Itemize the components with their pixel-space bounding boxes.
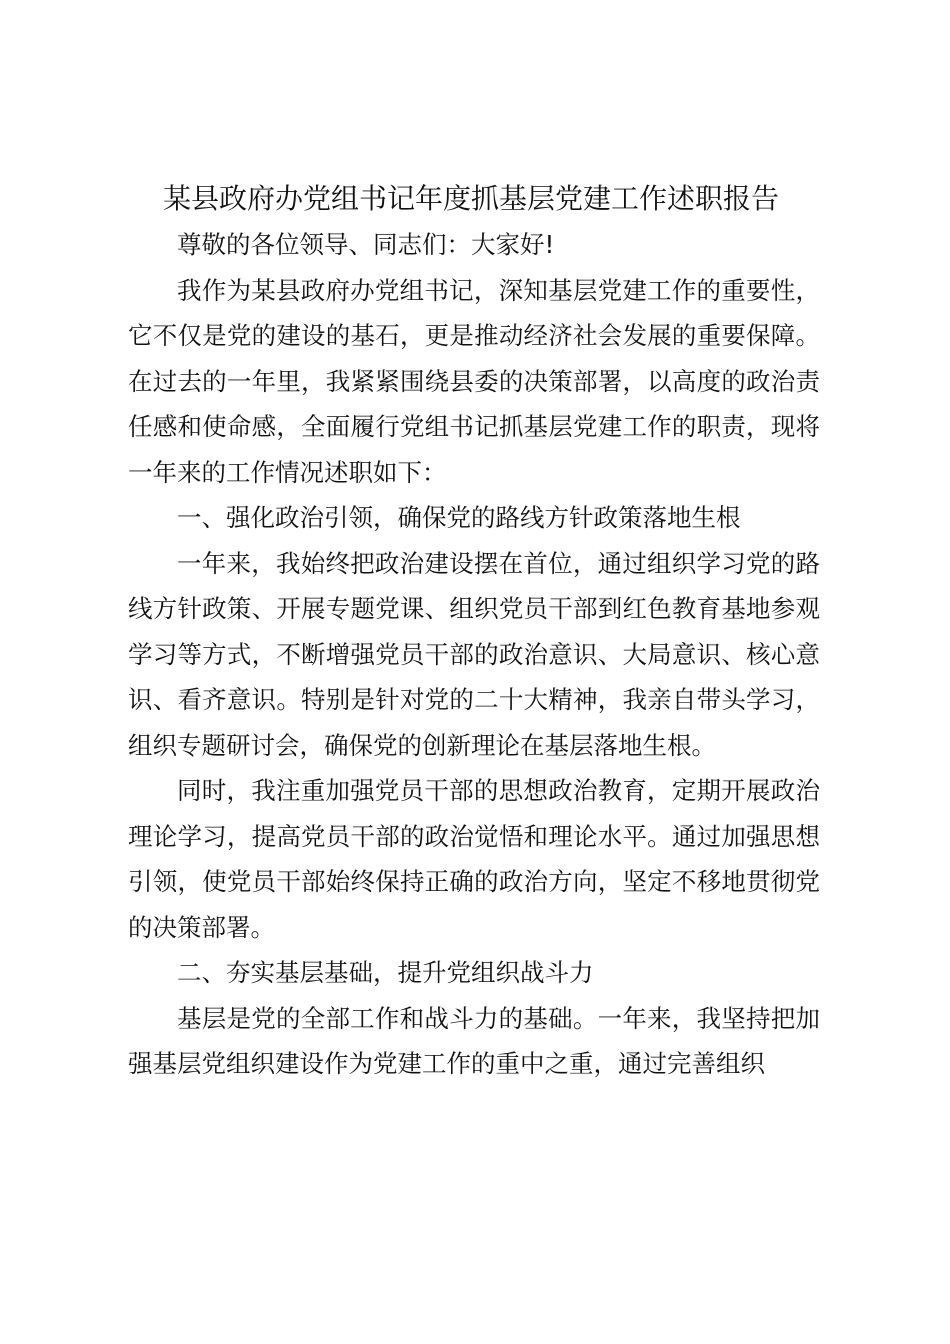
- section-1-paragraph-1: 一年来，我始终把政治建设摆在首位，通过组织学习党的路线方针政策、开展专题党课、组织党员干部到红色教育基地参观学习等方式，不断增强党员干部的政治意识、大局意识、核心意识、看齐意识。特别是针对党的二十大精神，我亲自带头学习，组织专题研讨会，确保党的创新理论在基层落地生根。: [128, 548, 820, 760]
- document-title: 某县政府办党组书记年度抓基层党建工作述职报告: [162, 182, 779, 215]
- section-2-heading: 二、夯实基层基础，提升党组织战斗力: [177, 958, 594, 987]
- section-2-paragraph-1: 基层是党的全部工作和战斗力的基础。一年来，我坚持把加强基层党组织建设作为党建工作的重中之重，通过完善组织: [128, 1003, 820, 1078]
- salutation: 尊敬的各位领导、同志们：大家好!: [177, 230, 555, 259]
- intro-paragraph: 我作为某县政府办党组书记，深知基层党建工作的重要性，它不仅是党的建设的基石，更是推动经济社会发展的重要保障。在过去的一年里，我紧紧围绕县委的决策部署，以高度的政治责任感和使命感，全面履行党组书记抓基层党建工作的职责，现将一年来的工作情况述职如下：: [128, 275, 820, 487]
- section-1-paragraph-2: 同时，我注重加强党员干部的思想政治教育，定期开展政治理论学习，提高党员干部的政治觉悟和理论水平。通过加强思想引领，使党员干部始终保持正确的政治方向，坚定不移地贯彻党的决策部署。: [128, 776, 820, 942]
- section-1-heading: 一、强化政治引领，确保党的路线方针政策落地生根: [177, 503, 741, 532]
- document-body: [128, 176, 820, 1087]
